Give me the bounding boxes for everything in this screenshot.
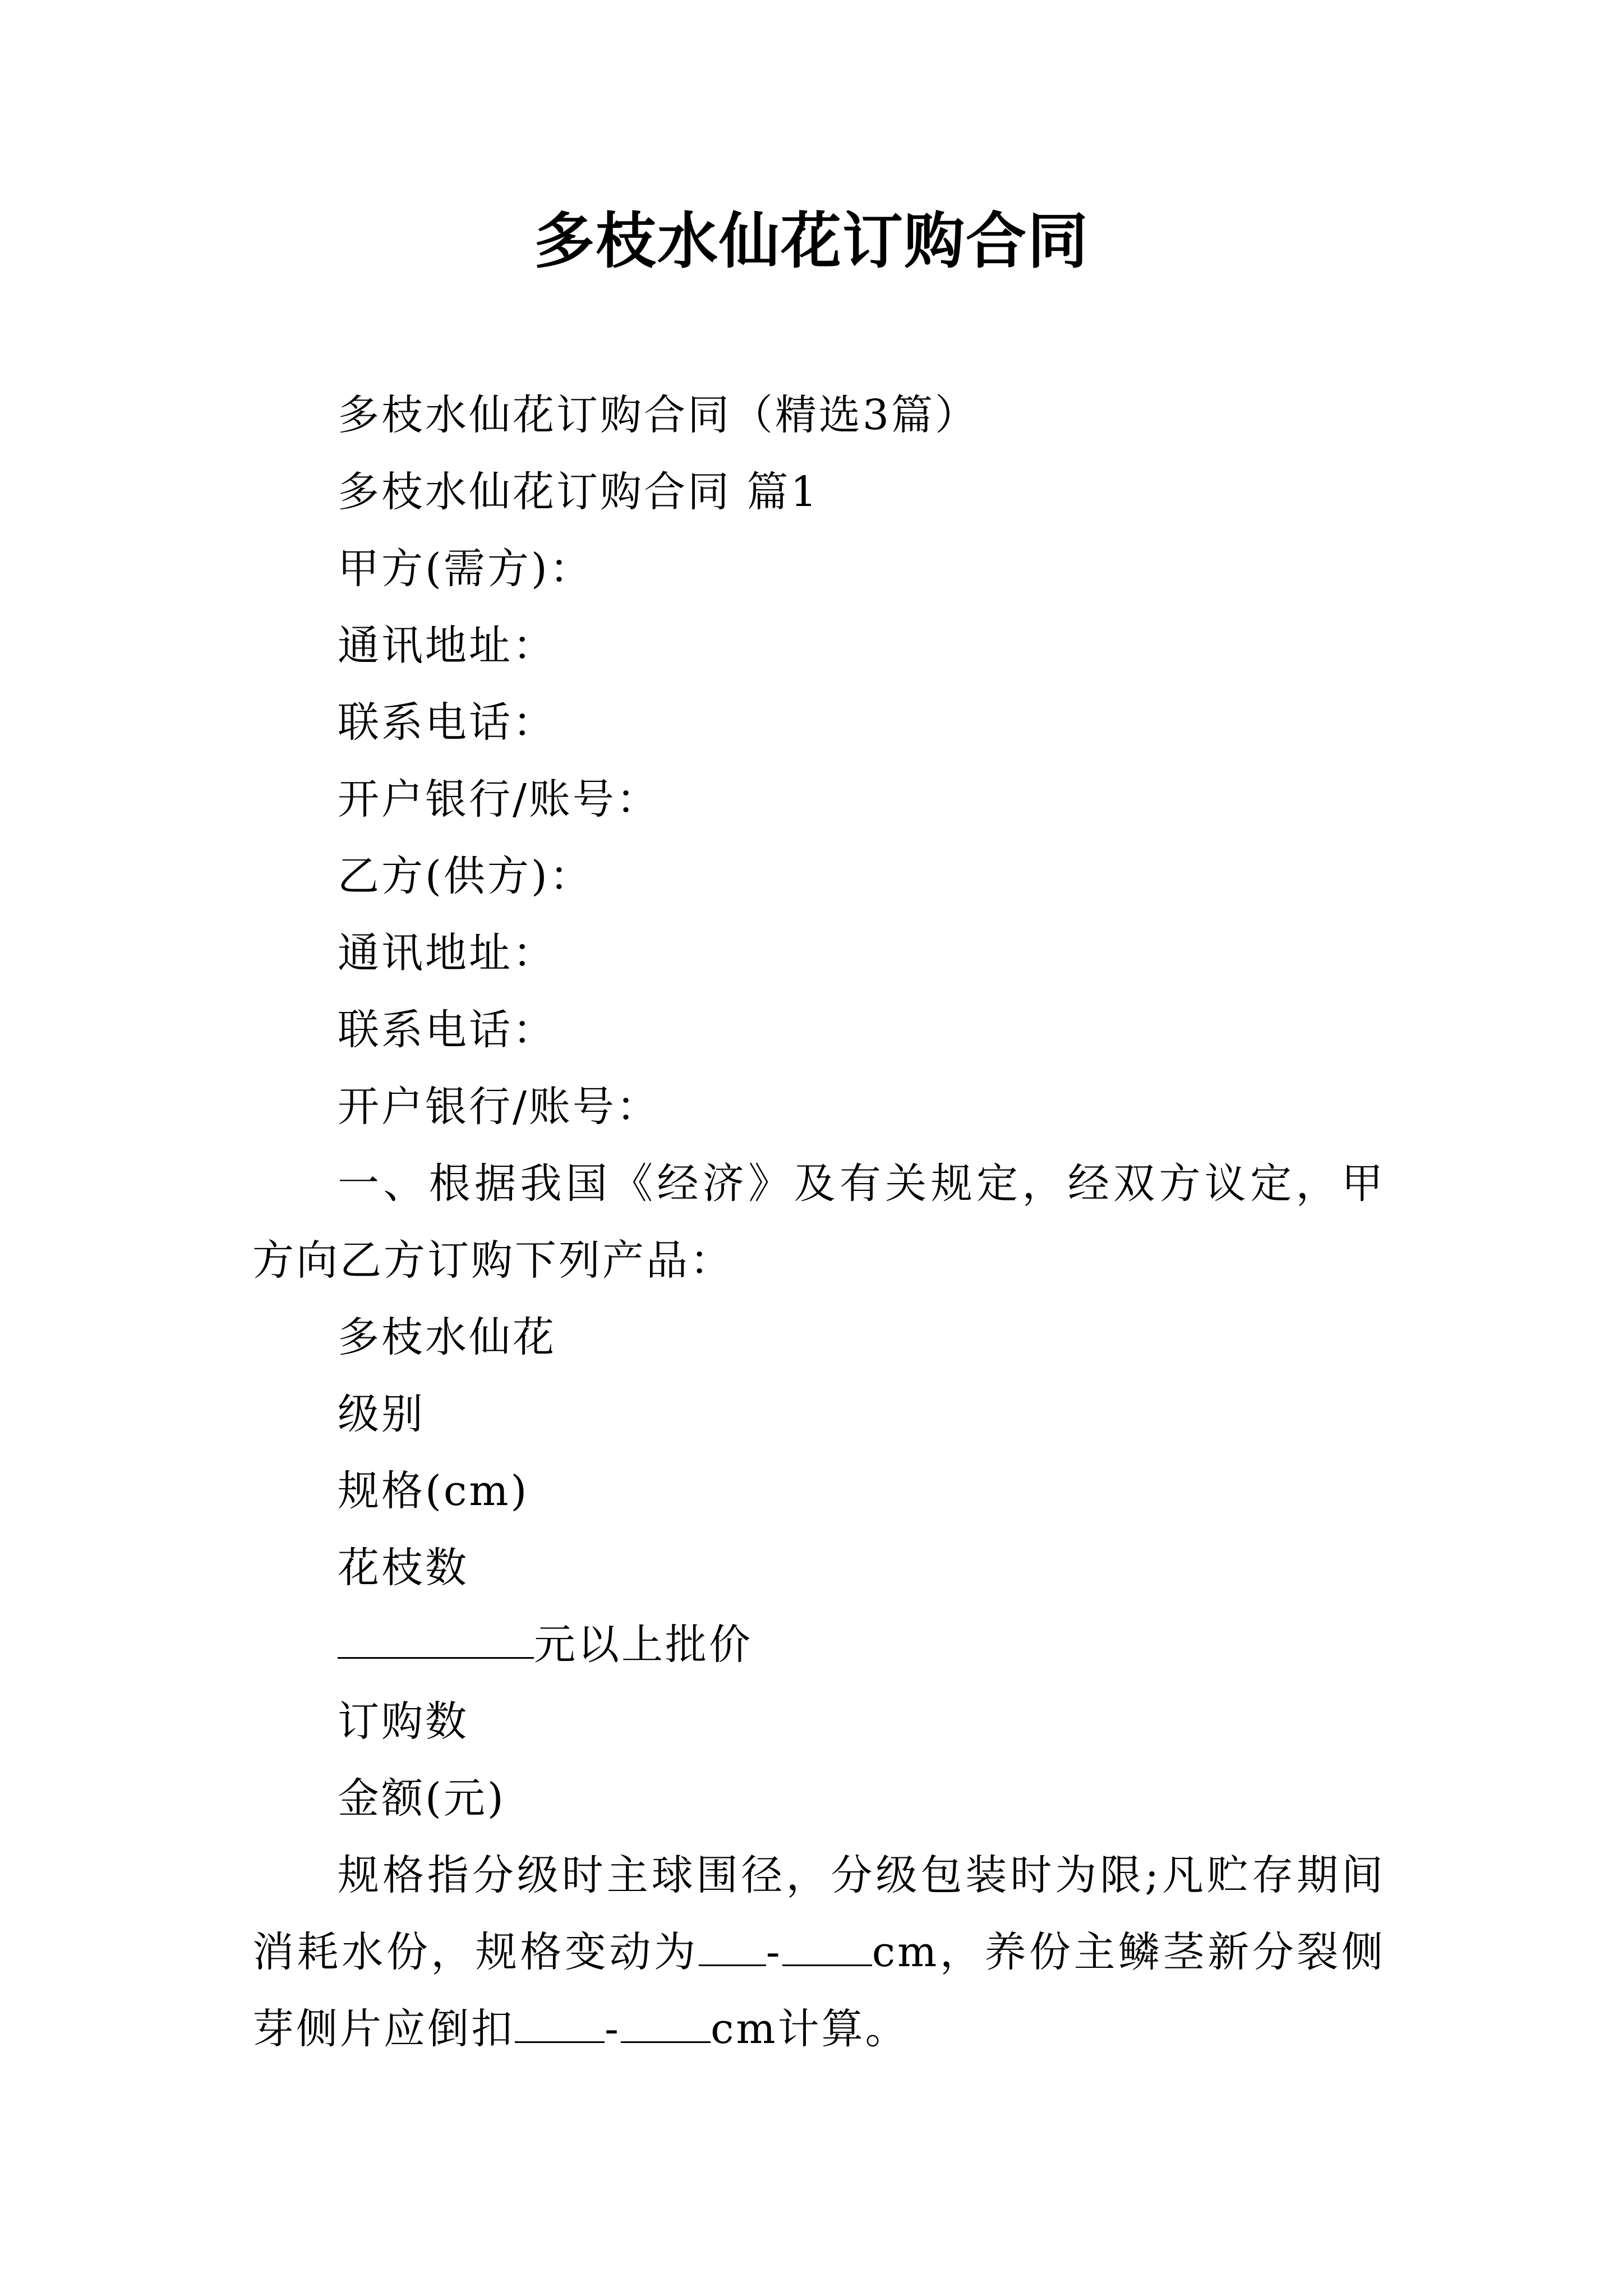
price-line-suffix: 元以上批价 [534,1621,753,1669]
spec-paragraph-part1: 规格指分级时主球围径，分级包装时为限;凡贮存期间消耗水份，规格变动为 [252,1851,1385,1976]
party-a-phone-label: 联系电话： [338,698,556,747]
document-body [252,377,1385,2068]
spec-paragraph-part3: cm计算。 [711,2005,909,2053]
spec-dash-2: - [605,2005,621,2053]
price-blank [338,1621,534,1659]
spec-blank-4 [621,2005,711,2043]
party-a-address-label: 通讯地址： [338,622,556,670]
section-heading: 多枝水仙花订购合同 篇1 [338,468,819,516]
price-line [252,1607,1385,1683]
spec-label: 规格(cm) [338,1467,529,1515]
party-b-bank-label: 开户银行/账号： [338,1083,660,1131]
party-b-phone-label: 联系电话： [338,1006,556,1054]
clause-one-paragraph: 一、根据我国《经济》及有关规定，经双方议定，甲方向乙方订购下列产品： [252,1159,1385,1285]
spec-paragraph-part2: cm，养份主鳞茎新分裂侧芽侧片应倒扣 [252,1928,1385,2053]
party-a-label: 甲方(需方)： [338,545,593,593]
party-a-bank-label: 开户银行/账号： [338,775,660,823]
document-title: 多枝水仙花订购合同 [533,206,1089,277]
grade-label: 级别 [338,1390,425,1438]
stem-count-label: 花枝数 [338,1544,469,1592]
spec-dash-1: - [766,1928,782,1976]
order-quantity-label: 订购数 [338,1697,469,1746]
spec-blank-1 [699,1929,766,1966]
spec-blank-2 [782,1929,872,1966]
product-name: 多枝水仙花 [338,1313,556,1361]
spec-paragraph [252,1837,1385,2068]
party-b-address-label: 通讯地址： [338,929,556,977]
party-b-label: 乙方(供方)： [338,852,593,900]
subtitle-selection: 多枝水仙花订购合同（精选3篇） [338,391,979,439]
spec-blank-3 [515,2005,605,2043]
amount-label: 金额(元) [338,1774,506,1823]
